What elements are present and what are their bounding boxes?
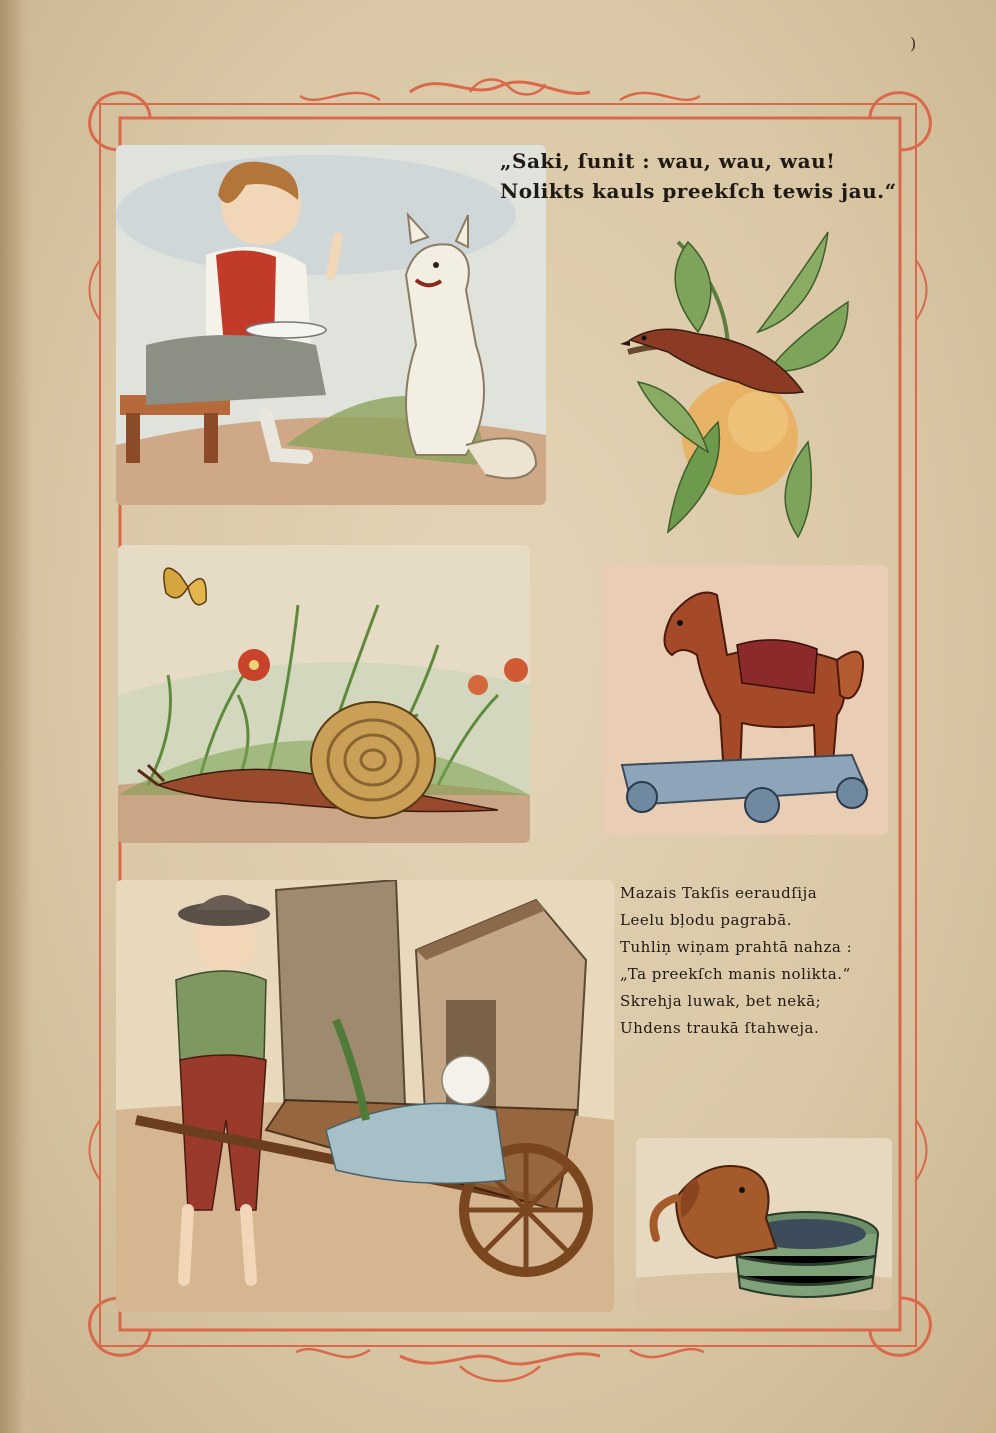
boy-with-plate-and-dog-illustration — [116, 145, 546, 505]
boy-with-wheelbarrow-illustration — [116, 880, 614, 1312]
verse-bottom — [620, 880, 852, 1042]
verse-bottom-line: Tuhliņ wiņam prahtā nahza : — [620, 938, 853, 956]
verse-bottom-line: Mazais Takſis eeraudſija — [620, 884, 818, 902]
corner-mark: ) — [910, 34, 917, 53]
verse-bottom-line: Leelu bļodu pagrabā. — [620, 911, 792, 929]
snail-and-butterfly-illustration — [118, 545, 530, 843]
puppy-at-water-tub-illustration — [636, 1138, 892, 1310]
verse-top-line: Nolikts kauls preekſch tewis jau.“ — [500, 179, 897, 203]
verse-bottom-line: Skrehja luwak, bet nekā; — [620, 992, 822, 1010]
toy-horse-on-wheels-illustration — [602, 565, 888, 835]
bird-on-peach-illustration — [618, 222, 860, 540]
verse-top — [500, 146, 897, 206]
verse-bottom-line: Uhdens traukā ſtahweja. — [620, 1019, 820, 1037]
verse-bottom-line: „Ta preekſch manis nolikta.“ — [620, 965, 851, 983]
verse-top-line: „Saki, ſunit : wau, wau, wau! — [500, 149, 836, 173]
